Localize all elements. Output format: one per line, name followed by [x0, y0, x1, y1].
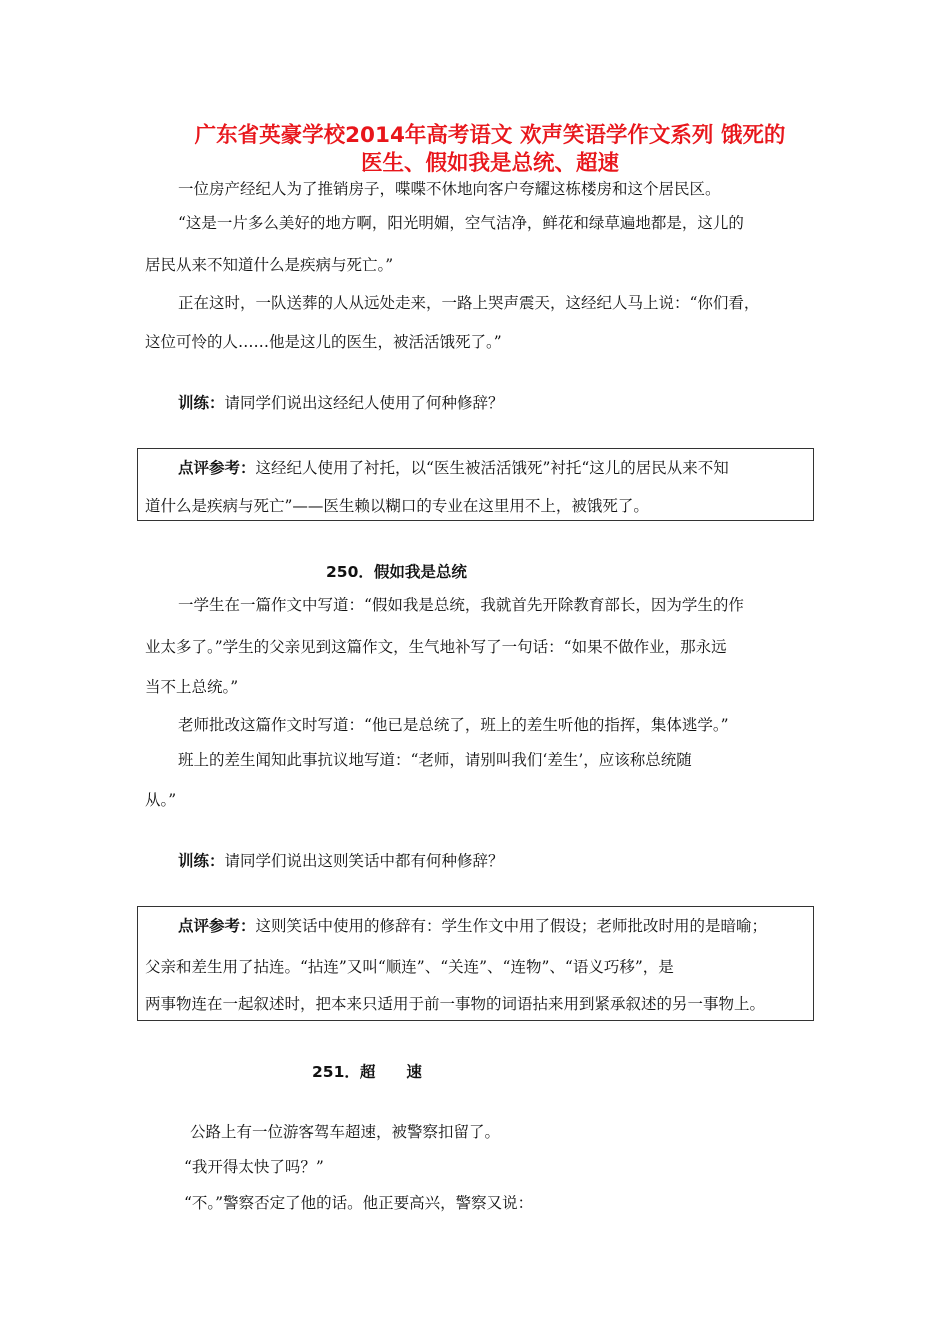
story1-paragraph-3-line-1: 正在这时，一队送葬的人从远处走来，一路上哭声震天，这经纪人马上说：“你们看， [178, 294, 760, 312]
story2-paragraph-1-line-2: 业太多了。”学生的父亲见到这篇作文，生气地补写了一句话：“如果不做作业，那永远 [145, 638, 727, 656]
story1-review-line-1 [178, 457, 729, 479]
story1-training-text: 请同学们说出这经纪人使用了何种修辞？ [224, 394, 504, 412]
story2-paragraph-1-line-1: 一学生在一篇作文中写道：“假如我是总统，我就首先开除教育部长，因为学生的作 [178, 596, 744, 614]
story2-review-box [137, 906, 814, 1021]
story2-review-line-1 [178, 915, 767, 937]
story2-heading: 250．假如我是总统 [326, 563, 467, 581]
story2-review-text-1: 这则笑话中使用的修辞有：学生作文中用了假设；老师批改时用的是暗喻； [255, 917, 768, 935]
story1-paragraph-2-line-1: “这是一片多么美好的地方啊，阳光明媚，空气洁净，鲜花和绿草遍地都是，这儿的 [178, 214, 744, 232]
story2-training-label: 训练： [178, 852, 225, 870]
story1-paragraph-3-line-2: 这位可怜的人……他是这儿的医生，被活活饿死了。” [145, 333, 502, 351]
story2-training [178, 850, 504, 872]
story2-review-line-2: 父亲和差生用了拈连。“拈连”又叫“顺连”、“关连”、“连物”、“语义巧移”，是 [145, 958, 674, 976]
story1-paragraph-1: 一位房产经纪人为了推销房子，喋喋不休地向客户夸耀这栋楼房和这个居民区。 [178, 180, 721, 198]
story1-review-box [137, 448, 814, 521]
document-title-line-2: 医生、假如我是总统、超速 [360, 151, 619, 176]
document-title-line-1: 广东省英豪学校2014年高考语文 欢声笑语学作文系列 饿死的 [194, 123, 786, 148]
story3-paragraph-1: 公路上有一位游客驾车超速，被警察扣留了。 [190, 1123, 501, 1141]
story1-paragraph-2-line-2: 居民从来不知道什么是疾病与死亡。” [145, 256, 394, 274]
story1-review-label: 点评参考： [178, 459, 256, 477]
story3-paragraph-3: “不。”警察否定了他的话。他正要高兴，警察又说： [184, 1194, 534, 1212]
story1-training [178, 392, 504, 414]
story2-paragraph-2: 老师批改这篇作文时写道：“他已是总统了，班上的差生听他的指挥，集体逃学。” [178, 716, 729, 734]
story1-review-line-2: 道什么是疾病与死亡”——医生赖以糊口的专业在这里用不上，被饿死了。 [145, 497, 649, 515]
story2-paragraph-3-line-2: 从。” [145, 791, 177, 809]
story3-paragraph-2: “我开得太快了吗？” [184, 1158, 324, 1176]
story2-review-line-3: 两事物连在一起叙述时，把本来只适用于前一事物的词语拈来用到紧承叙述的另一事物上。 [145, 995, 766, 1013]
story2-paragraph-1-line-3: 当不上总统。” [145, 678, 239, 696]
story1-review-text-1: 这经纪人使用了衬托，以“医生被活活饿死”衬托“这儿的居民从来不知 [255, 459, 729, 477]
story1-training-label: 训练： [178, 394, 225, 412]
story2-training-text: 请同学们说出这则笑话中都有何种修辞？ [224, 852, 504, 870]
story2-review-label: 点评参考： [178, 917, 256, 935]
story2-paragraph-3-line-1: 班上的差生闻知此事抗议地写道：“老师，请别叫我们‘差生’，应该称总统随 [178, 751, 692, 769]
story3-heading: 251．超 速 [312, 1063, 422, 1081]
